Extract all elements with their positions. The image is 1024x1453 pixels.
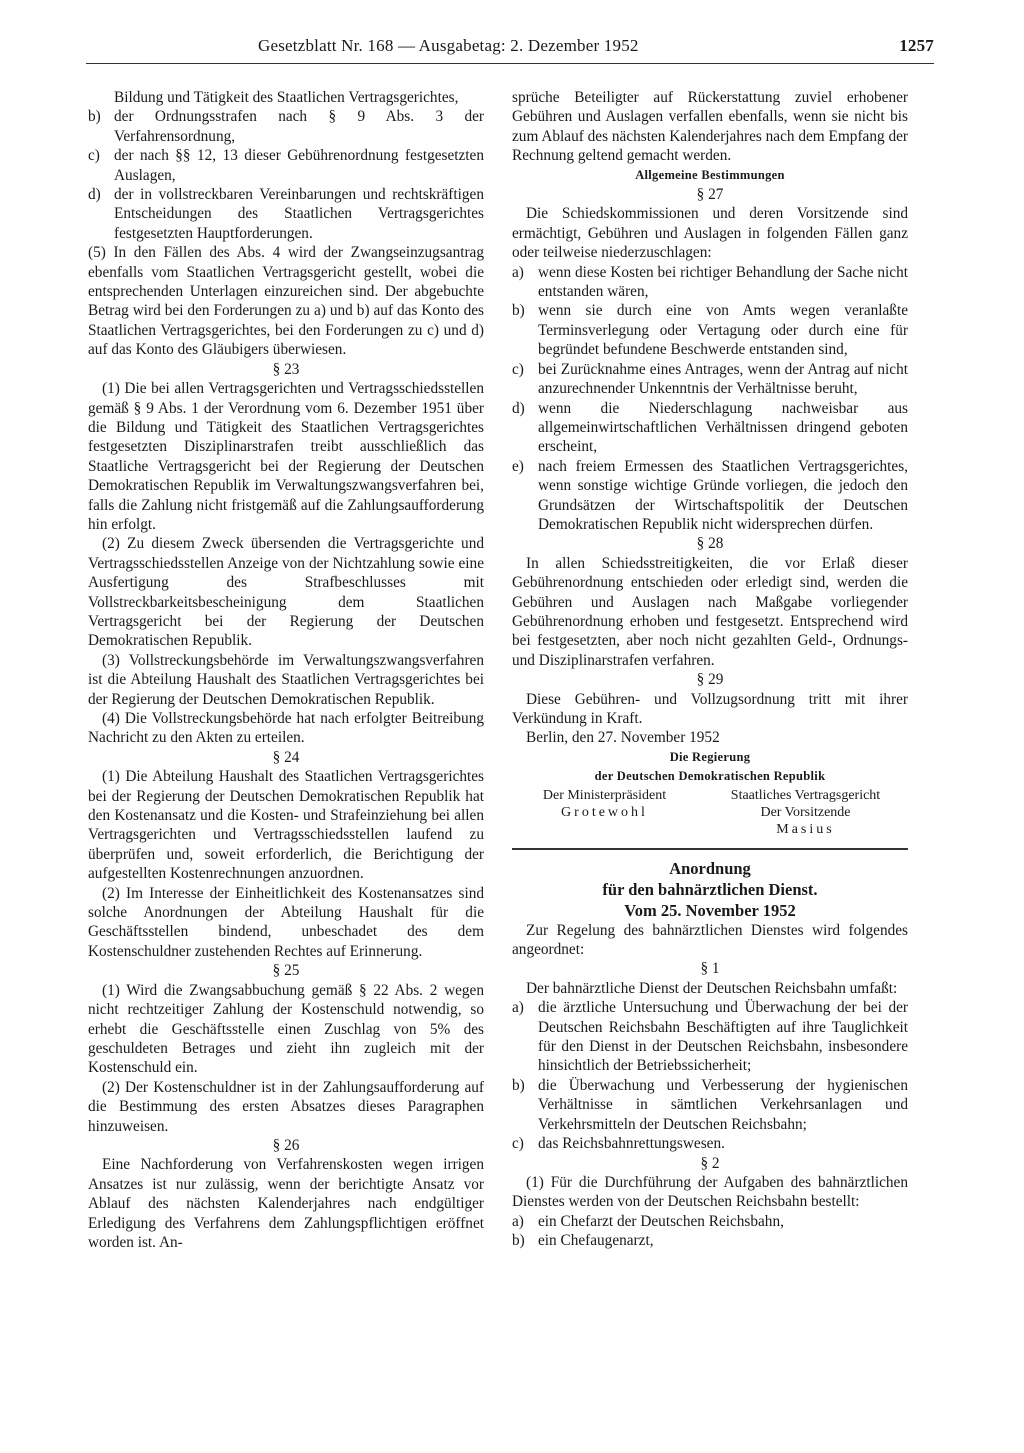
- item-label: c): [512, 360, 524, 378]
- item-text: ein Chefaugenarzt,: [538, 1232, 654, 1250]
- section-heading-23: § 23: [272, 360, 300, 378]
- s25-paragraph-1: (1) Wird die Zwangsabbuchung gemäß § 22 Abs. 2 wegen nicht rechtzeitiger Zahlung der Kostenschuld notwendig, so erhebt die Geschäftsstelle einen Zuschlag von 5% des geschuldeten Betrages und zieht ihn zugleich mit der Kostenschuld ein.: [88, 981, 484, 1077]
- s27-item-e: [512, 457, 908, 535]
- item-text: der nach §§ 12, 13 dieser Gebührenordnung festgesetzten Auslagen,: [114, 147, 484, 184]
- item-label: b): [512, 1076, 525, 1094]
- list-item-d: [88, 185, 484, 243]
- s24-paragraph-2: (2) Im Interesse der Einheitlichkeit des Kostenansatzes sind solche Anordnungen der Abteilung Haushalt für die Geschäftsstellen bindend, unbeschadet des dem Kostenschuldner zustehenden Rechtes auf Erinnerung.: [88, 884, 484, 960]
- signatory-name: Masius: [776, 821, 835, 837]
- list-item-c: [88, 146, 484, 185]
- item-text: nach freiem Ermessen des Staatlichen Vertragsgerichtes, wenn sonstige wichtige Gründe vorliegen, die jedoch den Grundsätzen der Wirtschaftspolitik der Deutschen Demokratischen Republik nicht widersprechen dürfen.: [538, 457, 908, 533]
- item-label: c): [512, 1135, 524, 1153]
- s28-paragraph: In allen Schiedsstreitigkeiten, die vor Erlaß dieser Gebührenordnung entschieden oder erledigt sind, werden die Gebühren und Auslagen nach Maßgabe vorliegender Gebührenordnung erhoben und festgesetzt. Entsprechend wird bei festgesetzten, aber noch nicht gezahlten Geld-, Ordnungs- und Disziplinarstrafen verfahren.: [512, 554, 908, 669]
- section-heading-24: § 24: [272, 748, 300, 766]
- s1-item-a: [512, 998, 908, 1076]
- ordinance-intro: Zur Regelung des bahnärztlichen Dienstes wird folgendes angeordnet:: [512, 921, 908, 959]
- section-heading-28: § 28: [696, 535, 724, 553]
- s25-paragraph-2: (2) Der Kostenschuldner ist in der Zahlungsaufforderung auf die Bestimmung des ersten Absatzes dieses Paragraphen hinzuweisen.: [88, 1078, 484, 1135]
- ordinance-title: Anordnung: [669, 858, 751, 878]
- item-text: wenn die Niederschlagung nachweisbar aus allgemeinwirtschaftlichen Verhältnissen dringend geboten erscheint,: [538, 399, 908, 456]
- item-label: d): [512, 399, 525, 417]
- page-number: 1257: [899, 36, 934, 55]
- item-text: die Überwachung und Verbesserung der hygienischen Verhältnisse in sämtlichen Verkehrsanlagen und Verkehrsmitteln der Deutschen Reichsbahn;: [538, 1076, 908, 1133]
- item-text: der Ordnungsstrafen nach § 9 Abs. 3 der Verfahrensordnung,: [114, 108, 484, 145]
- item-label: d): [88, 186, 101, 204]
- signatory-institution: Staatliches Vertragsgericht: [730, 787, 881, 803]
- signature-right: [703, 787, 908, 838]
- s2-paragraph-1: (1) Für die Durchführung der Aufgaben des bahnärztlichen Dienstes werden von der Deutschen Reichsbahn bestellt:: [512, 1173, 908, 1211]
- item-label: a): [512, 999, 524, 1017]
- s23-paragraph-2: (2) Zu diesem Zweck übersenden die Vertragsgerichte und Vertragsschiedsstellen Anzeige von der Nichtzahlung sowie eine Ausfertigung des Strafbeschlusses mit Vollstreckbarkeitsbescheinigung dem Staatlichen Vertragsgericht bei der Regierung der Deutschen Demokratischen Republik.: [88, 535, 484, 650]
- item-text: der in vollstreckbaren Vereinbarungen und rechtskräftigen Entscheidungen des Staatlichen Vertragsgerichtes festgesetzten Hauptforderungen.: [114, 186, 484, 242]
- section-heading-29: § 29: [696, 671, 724, 689]
- s1-item-b: [512, 1076, 908, 1134]
- s23-paragraph-1: (1) Die bei allen Vertragsgerichten und Vertragsschiedsstellen gemäß § 9 Abs. 1 der Verordnung vom 6. Dezember 1951 über die Bildung und Tätigkeit des Staatlichen Vertragsgerichtes festgesetzten Disziplinarstrafen treibt ausschließlich das Staatliche Vertragsgericht bei der Regierung der Deutschen Demokratischen Republik im Verwaltungszwangsverfahren bei, falls die Zahlung nicht fristgemäß auf die Zahlungsaufforderung hin erfolgt.: [88, 380, 484, 533]
- item-label: a): [512, 1212, 524, 1230]
- s2-item-a: [512, 1212, 908, 1231]
- paragraph-5: (5) In den Fällen des Abs. 4 wird der Zwangseinzugsantrag ebenfalls vom Staatlichen Vertragsgericht gestellt, wobei die entsprechenden Unterlagen einzureichen sind. Der abgebuchte Betrag wird bei den Forderungen zu a) und b) auf das Konto des Staatlichen Vertragsgerichtes, bei den Forderungen zu c) und d) auf das Konto des Gläubigers überwiesen.: [88, 244, 484, 359]
- signatory-title: Der Vorsitzende: [760, 804, 851, 820]
- s23-paragraph-4: (4) Die Vollstreckungsbehörde hat nach erfolgter Beitreibung Nachricht zu den Akten zu erteilen.: [88, 710, 484, 747]
- section-heading-27: § 27: [696, 186, 724, 204]
- item-label: b): [512, 1232, 525, 1250]
- left-column: [88, 88, 484, 1252]
- item-text: das Reichsbahnrettungswesen.: [538, 1135, 725, 1153]
- signatory-name: Grotewohl: [561, 804, 648, 820]
- header-title: Gesetzblatt Nr. 168 — Ausgabetag: 2. Dezember 1952: [258, 36, 639, 55]
- s1-intro: Der bahnärztliche Dienst der Deutschen Reichsbahn umfaßt:: [526, 979, 898, 997]
- item-text: wenn sie durch eine von Amts wegen veranlaßte Terminsverlegung oder Vertagung oder durch eine für begründet befundene Beschwerde entstanden sind,: [538, 302, 908, 359]
- item-text: ein Chefarzt der Deutschen Reichsbahn,: [538, 1212, 784, 1230]
- s26-paragraph-1: Eine Nachforderung von Verfahrenskosten wegen irrigen Ansatzes ist nur zulässig, wenn der berichtigte Ansatz vor Ablauf des nächsten Kalenderjahres nach endgültiger Erledigung des Verfahrens dem Zahlungspflichtigen eröffnet worden ist. An-: [88, 1156, 484, 1251]
- list-item-b: [88, 107, 484, 146]
- s27-intro: Die Schiedskommissionen und deren Vorsitzende sind ermächtigt, Gebühren und Auslagen in folgenden Fällen ganz oder teilweise niederzuschlagen:: [512, 205, 908, 262]
- s27-item-c: [512, 360, 908, 399]
- s27-item-a: [512, 263, 908, 302]
- s27-item-b: [512, 301, 908, 359]
- section-divider: [512, 848, 908, 850]
- section-heading-25: § 25: [272, 962, 300, 980]
- s1-item-c: [512, 1134, 908, 1153]
- s29-paragraph: Diese Gebühren- und Vollzugsordnung tritt mit ihrer Verkündung in Kraft.: [512, 690, 908, 727]
- page-header: [86, 34, 934, 64]
- s27-item-d: [512, 399, 908, 457]
- general-provisions-heading: Allgemeine Bestimmungen: [635, 167, 785, 182]
- ordinance-date: Vom 25. November 1952: [624, 900, 796, 920]
- right-column: [512, 88, 908, 1251]
- header-rule: [86, 63, 934, 64]
- s24-paragraph-1: (1) Die Abteilung Haushalt des Staatlichen Vertragsgerichtes bei der Regierung der Deutschen Demokratischen Republik hat den Kostenansatz und die Kosten- und Strafeinziehung bei allen Vertragsgerichten und Vertragsschiedsstellen laufend zu überprüfen und, soweit erforderlich, die Berichtigung der aufgestellten Kostenrechnungen anzuordnen.: [88, 768, 484, 883]
- place-date: Berlin, den 27. November 1952: [526, 729, 720, 747]
- item-label: a): [512, 263, 524, 281]
- item-text: bei Zurücknahme eines Antrages, wenn der Antrag auf nicht anzurechnender Unkenntnis der Verhältnisse beruht,: [538, 360, 908, 398]
- item-label: e): [512, 457, 524, 475]
- government-line-2: der Deutschen Demokratischen Republik: [594, 769, 826, 784]
- signature-left: [512, 787, 697, 838]
- continuation-paragraph: sprüche Beteiligter auf Rückerstattung zuviel erhobener Gebühren und Auslagen verfallen ebenfalls, wenn sie nicht bis zum Ablauf des nächsten Kalenderjahres nach dem Empfang der Rechnung geltend gemacht werden.: [512, 89, 908, 165]
- signature-block: [512, 787, 908, 838]
- signatory-title: Der Ministerpräsident: [542, 787, 667, 803]
- section-heading-2: § 2: [700, 1154, 720, 1172]
- s23-paragraph-3: (3) Vollstreckungsbehörde im Verwaltungszwangsverfahren ist die Abteilung Haushalt des Staatlichen Vertragsgerichtes bei der Regierung der Deutschen Demokratischen Republik.: [88, 651, 484, 708]
- item-label: b): [512, 302, 525, 320]
- item-text: wenn diese Kosten bei richtiger Behandlung der Sache nicht entstanden wären,: [538, 263, 908, 301]
- section-heading-26: § 26: [272, 1136, 300, 1154]
- item-label: b): [88, 108, 101, 126]
- item-label: c): [88, 147, 100, 165]
- ordinance-subtitle: für den bahnärztlichen Dienst.: [602, 879, 818, 899]
- government-line-1: Die Regierung: [669, 749, 751, 764]
- item-text: die ärztliche Untersuchung und Überwachung der bei der Deutschen Reichsbahn Beschäftigten auf ihre Tauglichkeit für den Dienst in der Deutschen Reichsbahn, insbesondere hinsichtlich der Betriebssicherheit;: [538, 999, 908, 1075]
- section-heading-1: § 1: [700, 960, 720, 978]
- paragraph-bildung: Bildung und Tätigkeit des Staatlichen Vertragsgerichtes,: [114, 89, 459, 106]
- s2-item-b: [512, 1231, 908, 1250]
